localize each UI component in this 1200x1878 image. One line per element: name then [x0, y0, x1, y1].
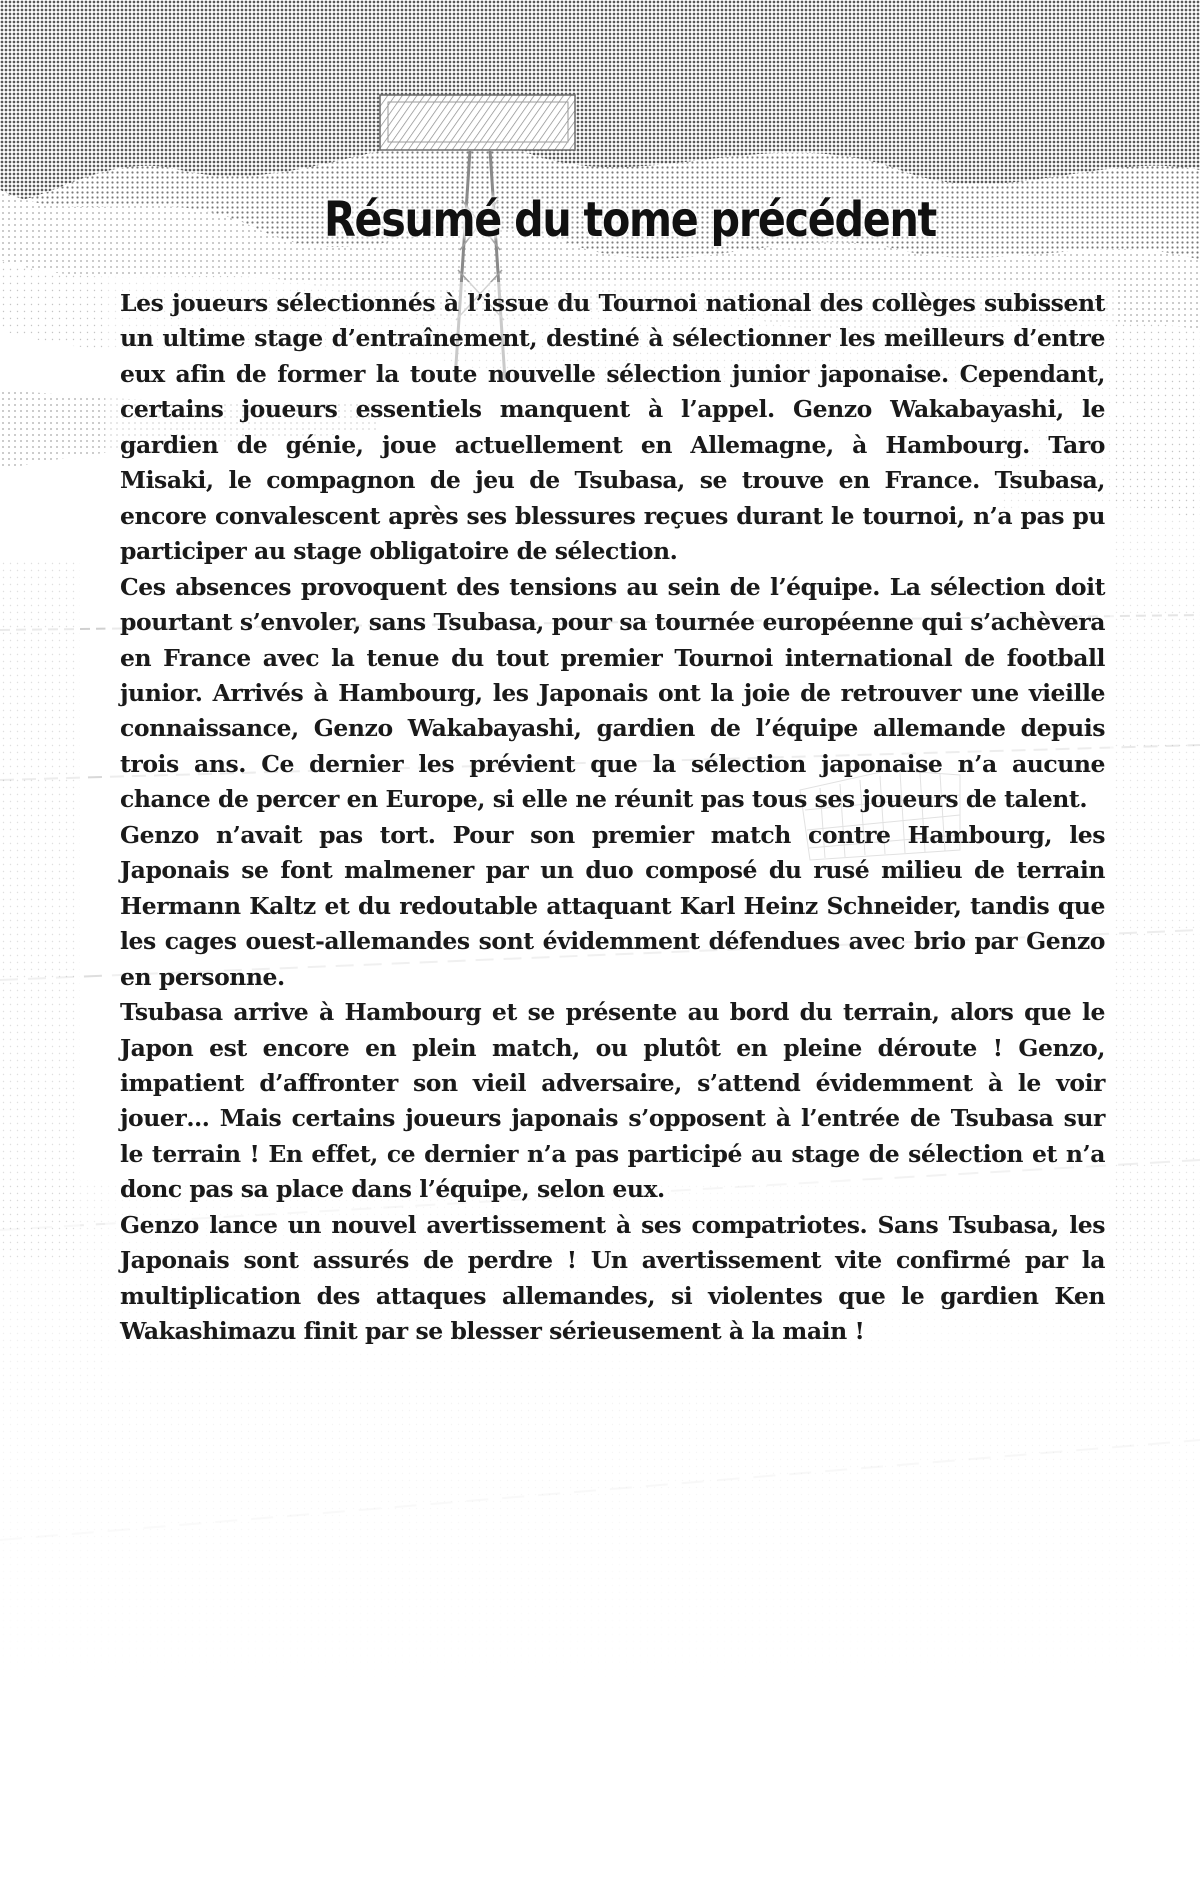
- summary-paragraph: Tsubasa arrive à Hambourg et se présente au bord du terrain, alors que le Japon est encore en plein match, ou plutôt en pleine déroute ! Genzo, impatient d’affronter son vieil adversaire, s’attend évidemment à le voir jouer… Mais certains joueurs japonais s’opposent à l’entrée de Tsubasa sur le terrain ! En effet, ce dernier n’a pas participé au stage de sélection et n’a donc pas sa place dans l’équipe, selon eux.: [120, 998, 1105, 1204]
- summary-text: [120, 286, 1105, 1350]
- summary-paragraph: Ces absences provoquent des tensions au sein de l’équipe. La sélection doit pourtant s’envoler, sans Tsubasa, pour sa tournée européenne qui s’achèvera en France avec la tenue du tout premier Tournoi international de football junior. Arrivés à Hambourg, les Japonais ont la joie de retrouver une vieille connaissance, Genzo Wakabayashi, gardien de l’équipe allemande depuis trois ans. Ce dernier les prévient que la sélection japonaise n’a aucune chance de percer en Europe, si elle ne réunit pas tous ses joueurs de talent.: [120, 572, 1105, 814]
- summary-paragraph: Les joueurs sélectionnés à l’issue du Tournoi national des collèges subissent un ultime stage d’entraînement, destiné à sélectionner les meilleurs d’entre eux afin de former la toute nouvelle sélection junior japonaise. Cependant, certains joueurs essentiels manquent à l’appel. Genzo Wakabayashi, le gardien de génie, joue actuellement en Allemagne, à Hambourg. Taro Misaki, le compagnon de jeu de Tsubasa, se trouve en France. Tsubasa, encore convalescent après ses blessures reçues durant le tournoi, n’a pas pu participer au stage obligatoire de sélection.: [120, 289, 1105, 566]
- page-title: Résumé du tome précédent: [324, 192, 936, 249]
- summary-paragraph: Genzo lance un nouvel avertissement à ses compatriotes. Sans Tsubasa, les Japonais sont assurés de perdre ! Un avertissement vite confirmé par la multiplication des attaques allemandes, si violentes que le gardien Ken Wakashimazu finit par se blesser sérieusement à la main !: [120, 1210, 1105, 1346]
- summary-paragraph: Genzo n’avait pas tort. Pour son premier match contre Hambourg, les Japonais se font malmener par un duo composé du rusé milieu de terrain Hermann Kaltz et du redoutable attaquant Karl Heinz Schneider, tandis que les cages ouest-allemandes sont évidemment défendues avec brio par Genzo en personne.: [120, 820, 1105, 991]
